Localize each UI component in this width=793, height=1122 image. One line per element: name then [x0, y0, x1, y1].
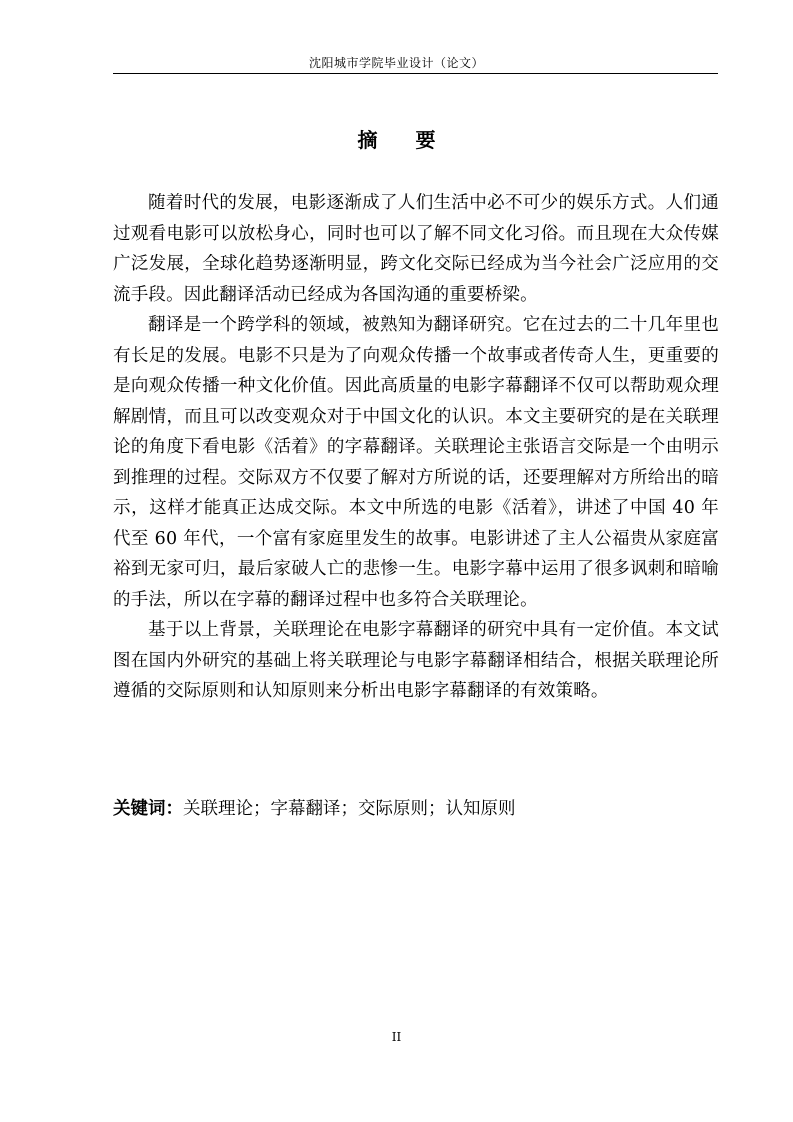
abstract-body — [113, 188, 719, 707]
keywords-line — [113, 794, 719, 824]
page-number: II — [391, 1030, 402, 1044]
abstract-paragraph-3: 基于以上背景，关联理论在电影字幕翻译的研究中具有一定价值。本文试图在国内外研究的基础上将关联理论与电影字幕翻译相结合，根据关联理论所遵循的交际原则和认知原则来分析出电影字幕翻译的有效策略。 — [113, 620, 719, 701]
abstract-paragraph-2: 翻译是一个跨学科的领域，被熟知为翻译研究。它在过去的二十几年里也有长足的发展。电影不只是为了向观众传播一个故事或者传奇人生，更重要的是向观众传播一种文化价值。因此高质量的电影字幕翻译不仅可以帮助观众理解剧情，而且可以改变观众对于中国文化的认识。本文主要研究的是在关联理论的角度下看电影《活着》的字幕翻译。关联理论主张语言交际是一个由明示到推理的过程。交际双方不仅要了解对方所说的话，还要理解对方所给出的暗示，这样才能真正达成交际。本文中所选的电影《活着》，讲述了中国 40 年代至 60 年代，一个富有家庭里发生的故事。电影讲述了主人公福贵从家庭富裕到无家可归，最后家破人亡的悲惨一生。电影字幕中运用了很多讽刺和暗喻的手法，所以在字幕的翻译过程中也多符合关联理论。 — [113, 315, 719, 610]
header-divider — [113, 73, 718, 74]
keywords-label: 关键词： — [113, 799, 183, 819]
abstract-paragraph-1: 随着时代的发展，电影逐渐成了人们生活中必不可少的娱乐方式。人们通过观看电影可以放松身心，同时也可以了解不同文化习俗。而且现在大众传媒广泛发展，全球化趋势逐渐明显，跨文化交际已经成为当今社会广泛应用的交流手段。因此翻译活动已经成为各国沟通的重要桥梁。 — [113, 193, 719, 305]
keywords-list: 关联理论；字幕翻译；交际原则；认知原则 — [183, 799, 516, 819]
running-header: 沈阳城市学院毕业设计（论文） — [308, 56, 484, 70]
page-title: 摘要 — [357, 128, 474, 152]
